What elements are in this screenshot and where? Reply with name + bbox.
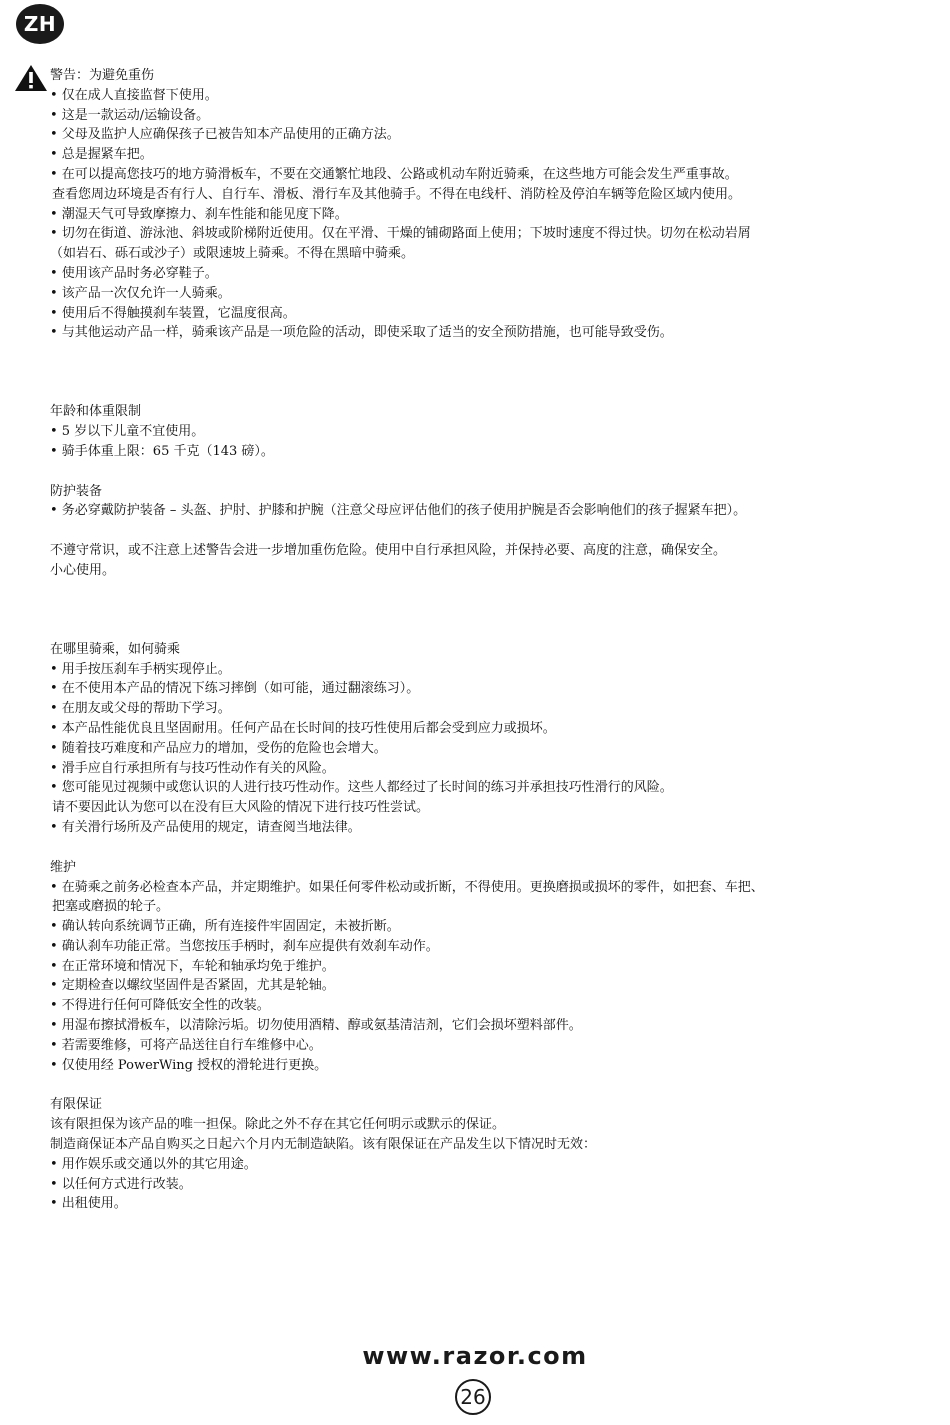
footer-url: www.razor.com [362,1342,588,1370]
warning-item: • 这是一款运动/运输设备。 [50,107,210,123]
warning-item: • 潮湿天气可导致摩擦力、刹车性能和能见度下降。 [50,206,348,222]
age-weight-section [50,402,945,461]
warranty-item: • 用作娱乐或交通以外的其它用途。 [50,1156,257,1172]
warning-item: • 在可以提高您技巧的地方骑滑板车，不要在交通繁忙地段、公路或机动车附近骑乘，在这些地方可能会发生严重事故。 [50,166,738,182]
maintenance-item: 把塞或磨损的轮子。 [52,899,170,915]
warranty-item: • 出租使用。 [50,1196,127,1212]
riding-section [50,640,945,838]
warning-item: 查看您周边环境是否有行人、自行车、滑板、滑行车及其他骑手。不得在电线杆、消防栓及停泊车辆等危险区域内使用。 [52,186,742,202]
riding-item: • 在朋友或父母的帮助下学习。 [50,701,231,717]
maintenance-item: • 确认刹车功能正常。当您按压手柄时，刹车应提供有效刹车动作。 [50,938,439,954]
age-weight-item: • 骑手体重上限：65 千克（143 磅）。 [50,443,274,459]
warranty-item: 制造商保证本产品自购买之日起六个月内无制造缺陷。该有限保证在产品发生以下情况时无效： [50,1137,597,1153]
maintenance-item: • 确认转向系统调节正确，所有连接件牢固固定，未被折断。 [50,919,400,935]
protective-gear-title: 防护装备 [50,483,103,499]
maintenance-item: • 若需要维修，可将产品送往自行车维修中心。 [50,1037,322,1053]
warning-triangle-icon [14,64,48,92]
warning-item: • 仅在成人直接监督下使用。 [50,87,218,103]
notice-text: 小心使用。 [50,562,116,578]
warranty-item: 该有限担保为该产品的唯一担保。除此之外不存在其它任何明示或默示的保证。 [50,1117,506,1133]
notice-section [50,541,945,581]
warranty-section [50,1095,945,1214]
riding-title: 在哪里骑乘，如何骑乘 [50,641,181,657]
warning-item: • 使用该产品时务必穿鞋子。 [50,265,218,281]
warning-item: • 使用后不得触摸刹车装置，它温度很高。 [50,305,296,321]
notice-text: 不遵守常识，或不注意上述警告会进一步增加重伤危险。使用中自行承担风险，并保持必要、高度的注意，确保安全。 [50,543,727,559]
maintenance-item: • 在骑乘之前务必检查本产品，并定期维护。如果任何零件松动或折断，不得使用。更换磨损或损坏的零件，如把套、车把、 [50,879,764,895]
warning-title: 警告：为避免重伤 [50,68,155,83]
maintenance-section [50,858,945,1076]
protective-gear-item: • 务必穿戴防护装备 – 头盔、护肘、护膝和护腕（注意父母应评估他们的孩子使用护腕是否会影响他们的孩子握紧车把）。 [50,503,747,519]
riding-item: • 在不使用本产品的情况下练习摔倒（如可能，通过翻滚练习）。 [50,681,420,697]
riding-item: • 滑手应自行承担所有与技巧性动作有关的风险。 [50,760,335,776]
riding-item: • 有关滑行场所及产品使用的规定，请查阅当地法律。 [50,819,361,835]
warning-item: • 该产品一次仅允许一人骑乘。 [50,285,231,301]
riding-item: • 随着技巧难度和产品应力的增加，受伤的危险也会增大。 [50,740,387,756]
riding-item: • 本产品性能优良且坚固耐用。任何产品在长时间的技巧性使用后都会受到应力或损坏。 [50,720,556,736]
manual-content [50,66,945,1214]
warning-item: （如岩石、砾石或沙子）或限速坡上骑乘。不得在黑暗中骑乘。 [50,246,415,262]
warning-item: • 父母及监护人应确保孩子已被告知本产品使用的正确方法。 [50,127,400,143]
protective-gear-section [50,482,945,522]
maintenance-item: • 仅使用经 PowerWing 授权的滑轮进行更换。 [50,1057,328,1073]
warning-section [50,66,945,343]
warranty-item: • 以任何方式进行改装。 [50,1176,192,1192]
riding-item: 请不要因此认为您可以在没有巨大风险的情况下进行技巧性尝试。 [52,800,430,816]
maintenance-item: • 定期检查以螺纹坚固件是否紧固，尤其是轮轴。 [50,978,335,994]
age-weight-title: 年龄和体重限制 [50,404,142,420]
warning-item: • 总是握紧车把。 [50,147,153,163]
riding-item: • 您可能见过视频中或您认识的人进行技巧性动作。这些人都经过了长时间的练习并承担技巧性滑行的风险。 [50,780,673,796]
warranty-title: 有限保证 [50,1097,103,1113]
maintenance-item: • 用湿布擦拭滑板车，以清除污垢。切勿使用酒精、醇或氨基清洁剂，它们会损坏塑料部件。 [50,1018,582,1034]
maintenance-item: • 不得进行任何可降低安全性的改装。 [50,998,270,1014]
warning-item: • 切勿在街道、游泳池、斜坡或阶梯附近使用。仅在平滑、干燥的铺砌路面上使用；下坡时速度不得过快。切勿在松动岩屑 [50,226,751,242]
maintenance-title: 维护 [50,859,77,875]
warning-item: • 与其他运动产品一样，骑乘该产品是一项危险的活动，即使采取了适当的安全预防措施，也可能导致受伤。 [50,325,673,341]
maintenance-item: • 在正常环境和情况下，车轮和轴承均免于维护。 [50,958,335,974]
page-number: 26 [455,1379,491,1415]
age-weight-item: • 5 岁以下儿童不宜使用。 [50,423,205,439]
riding-item: • 用手按压刹车手柄实现停止。 [50,661,231,677]
language-badge: ZH [16,4,64,44]
